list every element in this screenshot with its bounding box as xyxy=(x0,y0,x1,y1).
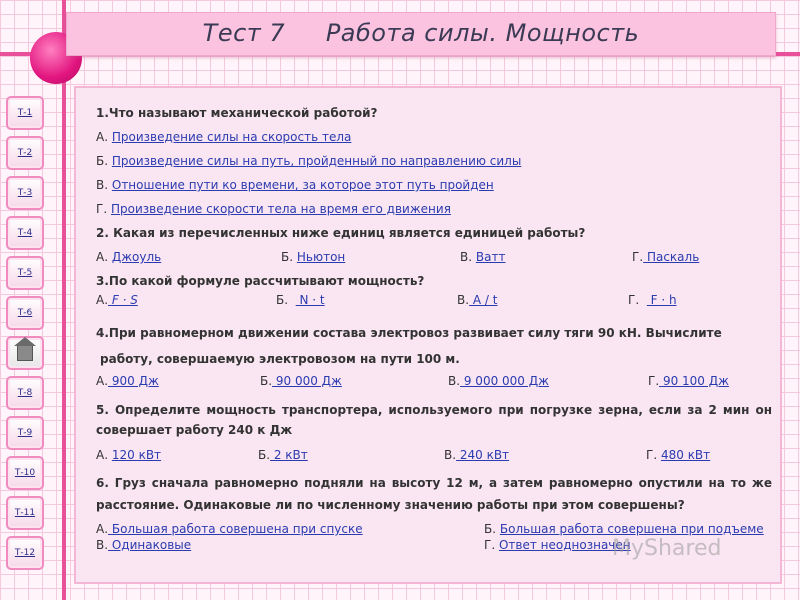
q3-option-c: В. A / t xyxy=(457,293,498,307)
q3-option-a: А. F · S xyxy=(96,293,138,307)
q6-answer-c-link[interactable]: Одинаковые xyxy=(108,538,192,552)
q3-answer-b-link[interactable]: N · t xyxy=(295,293,325,307)
question-4-line-1: 4.При равномерном движении состава электровоз развивает силу тяги 90 кН. Вычислите xyxy=(96,326,722,340)
q1-option-d: Г. Произведение скорости тела на время его движения xyxy=(96,202,451,216)
q1-option-b: Б. Произведение силы на путь, пройденный по направлению силы xyxy=(96,154,522,168)
title-bar xyxy=(66,12,776,56)
nav-button-t2[interactable]: Т-2 xyxy=(6,136,44,170)
q6-answer-d-link[interactable]: Ответ неоднозначен xyxy=(498,538,631,552)
nav-button-t1[interactable]: Т-1 xyxy=(6,96,44,130)
q6-answer-a-link[interactable]: Большая работа совершена при спуске xyxy=(108,522,363,536)
q4-answer-a-link[interactable]: 900 Дж xyxy=(108,374,159,388)
q4-answer-c-link[interactable]: 9 000 000 Дж xyxy=(460,374,549,388)
q5-answer-c-link[interactable]: 240 кВт xyxy=(456,448,510,462)
q6-option-d: Г. Ответ неоднозначен xyxy=(484,538,631,552)
question-card xyxy=(74,86,782,584)
home-icon xyxy=(17,345,33,361)
q1-answer-b-link[interactable]: Произведение силы на путь, пройденный по направлению силы xyxy=(111,154,522,168)
question-6: 6. Груз сначала равномерно подняли на высоту 12 м, а затем равномерно опустили на то же расстояние. Одинаковые ли по численному значению работы при этом совершены? xyxy=(96,476,772,512)
watermark: MyShared xyxy=(612,536,722,561)
q6-option-c: В. Одинаковые xyxy=(96,538,192,552)
q4-option-a: А. 900 Дж xyxy=(96,374,159,388)
q2-answer-b-link[interactable]: Ньютон xyxy=(296,250,346,264)
q4-option-c: В. 9 000 000 Дж xyxy=(448,374,549,388)
q5-option-d: Г. 480 кВт xyxy=(646,448,711,462)
q4-option-b: Б. 90 000 Дж xyxy=(260,374,342,388)
q2-option-a: А. Джоуль xyxy=(96,250,162,264)
q2-answer-a-link[interactable]: Джоуль xyxy=(111,250,162,264)
q2-option-c: В. Ватт xyxy=(460,250,506,264)
q5-answer-d-link[interactable]: 480 кВт xyxy=(660,448,711,462)
q1-answer-c-link[interactable]: Отношение пути ко времени, за которое этот путь пройден xyxy=(111,178,494,192)
question-5: 5. Определите мощность транспортера, используемого при погрузке зерна, если за 2 мин он совершает работу 240 к Дж xyxy=(96,403,772,437)
home-button[interactable] xyxy=(6,336,44,370)
nav-button-t10[interactable]: Т-10 xyxy=(6,456,44,490)
vertical-accent-line xyxy=(62,0,66,600)
q3-answer-d-link[interactable]: F · h xyxy=(646,293,677,307)
q5-option-b: Б. 2 кВт xyxy=(258,448,308,462)
nav-button-t4[interactable]: Т-4 xyxy=(6,216,44,250)
q1-answer-a-link[interactable]: Произведение силы на скорость тела xyxy=(111,130,352,144)
nav-button-t9[interactable]: Т-9 xyxy=(6,416,44,450)
q1-option-c: В. Отношение пути ко времени, за которое этот путь пройден xyxy=(96,178,494,192)
q6-option-a: А. Большая работа совершена при спуске xyxy=(96,522,363,536)
q2-answer-c-link[interactable]: Ватт xyxy=(475,250,506,264)
q1-option-a: А. Произведение силы на скорость тела xyxy=(96,130,352,144)
q4-answer-d-link[interactable]: 90 100 Дж xyxy=(659,374,729,388)
q5-option-a: А. 120 кВт xyxy=(96,448,162,462)
page-title: Тест 7 Работа силы. Мощность xyxy=(202,19,640,47)
q2-option-b: Б. Ньютон xyxy=(281,250,346,264)
nav-button-t11[interactable]: Т-11 xyxy=(6,496,44,530)
q5-answer-b-link[interactable]: 2 кВт xyxy=(270,448,308,462)
q2-option-d: Г. Паскаль xyxy=(632,250,700,264)
question-4-line-2: работу, совершаемую электровозом на пути 100 м. xyxy=(100,352,460,366)
q3-answer-a-link[interactable]: F · S xyxy=(108,293,138,307)
question-2: 2. Какая из перечисленных ниже единиц является единицей работы? xyxy=(96,226,586,240)
question-3: 3.По какой формуле рассчитывают мощность? xyxy=(96,274,425,288)
q3-option-b: Б. N · t xyxy=(276,293,325,307)
nav-button-t6[interactable]: Т-6 xyxy=(6,296,44,330)
q4-option-d: Г. 90 100 Дж xyxy=(648,374,729,388)
nav-button-t8[interactable]: Т-8 xyxy=(6,376,44,410)
q6-option-b: Б. Большая работа совершена при подъеме xyxy=(484,522,764,536)
nav-button-t3[interactable]: Т-3 xyxy=(6,176,44,210)
question-1: 1.Что называют механической работой? xyxy=(96,106,378,120)
q2-answer-d-link[interactable]: Паскаль xyxy=(643,250,700,264)
q6-answer-b-link[interactable]: Большая работа совершена при подъеме xyxy=(499,522,764,536)
q3-answer-c-link[interactable]: A / t xyxy=(469,293,498,307)
q1-answer-d-link[interactable]: Произведение скорости тела на время его движения xyxy=(110,202,451,216)
q3-option-d: Г. F · h xyxy=(628,293,677,307)
nav-button-t5[interactable]: Т-5 xyxy=(6,256,44,290)
q5-option-c: В. 240 кВт xyxy=(444,448,510,462)
nav-button-t12[interactable]: Т-12 xyxy=(6,536,44,570)
q5-answer-a-link[interactable]: 120 кВт xyxy=(111,448,162,462)
q4-answer-b-link[interactable]: 90 000 Дж xyxy=(272,374,342,388)
